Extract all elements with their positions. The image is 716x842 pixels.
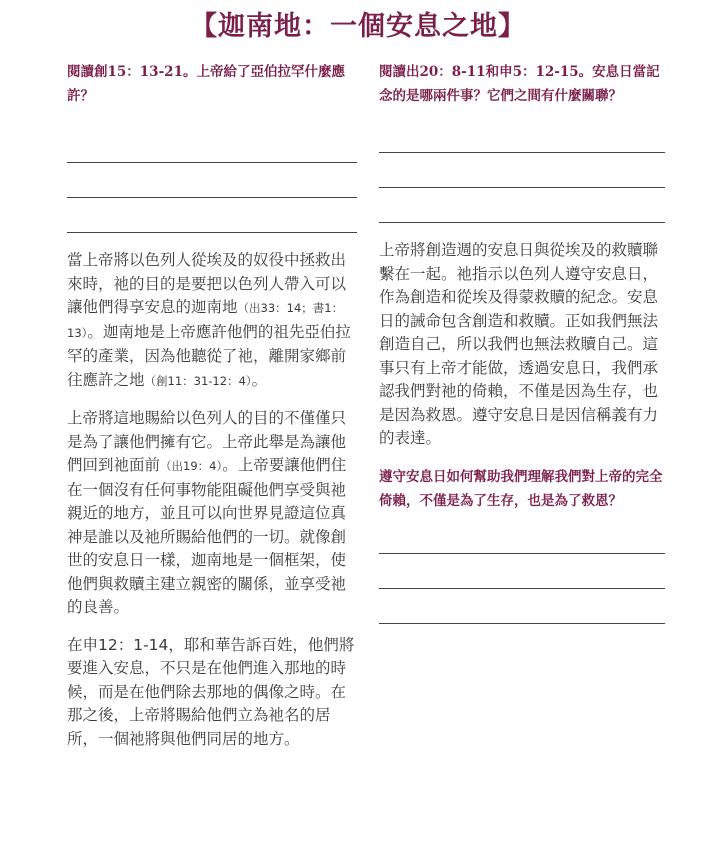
- answer-line[interactable]: [379, 554, 665, 589]
- page-title: 【迦南地：一個安息之地】: [190, 11, 526, 42]
- answer-line[interactable]: [379, 188, 665, 223]
- right-column: [379, 60, 665, 624]
- answer-line[interactable]: [379, 589, 665, 624]
- answer-line[interactable]: [379, 118, 665, 153]
- left-answer-lines: [67, 128, 357, 233]
- left-paragraph-1-text-c: 。: [251, 370, 268, 389]
- answer-line[interactable]: [67, 163, 357, 198]
- left-paragraph-1-text-a: 當上帝將以色列人從埃及的奴役中拯救出來時，祂的目的是要把以色列人帶入可以讓他們得享安息的迦南地: [67, 251, 347, 316]
- scripture-reference: （創11：31-12：4）: [144, 373, 252, 388]
- scripture-reference: （出19：4）: [160, 459, 223, 473]
- answer-line[interactable]: [67, 198, 357, 233]
- right-question: 閱讀出20：8-11和申5：12-15。安息日當記念的是哪兩件事？它們之間有什麼關聯？: [379, 64, 660, 104]
- left-paragraph-2-text-a: 上帝將這地賜給以色列人的目的不僅僅只是為了讓他們擁有它。上帝此舉是為讓他們回到祂面前: [67, 409, 347, 474]
- left-paragraph-3: 在申12：1-14，耶和華告訴百姓，他們將要進入安息，不只是在他們進入那地的時候，而是在他們除去那地的偶像之時。在那之後，上帝將賜給他們立為祂名的居所，一個祂將與他們同居的地方。: [67, 635, 355, 748]
- left-question: 閱讀創15：13-21。上帝給了亞伯拉罕什麼應許？: [67, 64, 345, 104]
- left-paragraph-2-text-b: 。上帝要讓他們住在一個沒有任何事物能阻礙他們享受與祂親近的地方，並且可以向世界見證這位真神是誰以及祂所賜給他們的一切。就像創世的安息日一樣，迦南地是一個框架，使他們與救贖主建立親密的關係，並享受祂的良善。: [67, 456, 347, 616]
- right-question-2: 遵守安息日如何幫助我們理解我們對上帝的完全倚賴，不僅是為了生存，也是為了救恩？: [379, 468, 663, 509]
- answer-line[interactable]: [67, 128, 357, 163]
- scripture-reference: （出33：14；書1：13）: [67, 301, 344, 340]
- answer-line[interactable]: [379, 153, 665, 188]
- right-answer-lines-2: [379, 519, 665, 624]
- right-answer-lines: [379, 118, 665, 223]
- left-paragraph-1: [67, 249, 357, 393]
- left-column: [67, 60, 357, 751]
- right-paragraph-1: 上帝將創造週的安息日與從埃及的救贖聯繫在一起。祂指示以色列人遵守安息日，作為創造和從埃及得蒙救贖的紀念。安息日的誡命包含創造和救贖。正如我們無法創造自己，所以我們也無法救贖自己。這事只有上帝才能做，透過安息日，我們承認我們對祂的倚賴，不僅是因為生存，也是因為救恩。遵守安息日是因信稱義有力的表達。: [379, 241, 659, 447]
- answer-line[interactable]: [379, 519, 665, 554]
- left-paragraph-2: [67, 407, 357, 620]
- left-paragraph-1-text-b: 。迦南地是上帝應許他們的祖先亞伯拉罕的產業，因為他聽從了祂，離開家鄉前往應許之地: [67, 322, 351, 389]
